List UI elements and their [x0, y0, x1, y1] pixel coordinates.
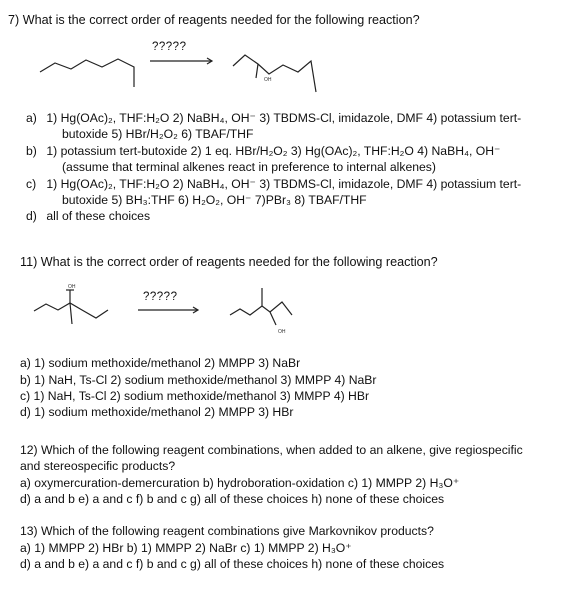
- q11-option-b: b) 1) NaH, Ts-Cl 2) sodium methoxide/methanol 3) MMPP 4) NaBr: [20, 373, 377, 387]
- q7-product-oh-label: OH: [264, 77, 272, 83]
- q7-option-b-letter: b): [26, 144, 37, 158]
- q7-arrow-text: ?????: [152, 41, 187, 53]
- q7-option-c-letter: c): [26, 177, 37, 191]
- q7-option-d-line1: all of these choices: [46, 209, 151, 223]
- q7-option-d-letter: d): [26, 209, 37, 223]
- q11-option-c: c) 1) NaH, Ts-Cl 2) sodium methoxide/methanol 3) MMPP 4) HBr: [20, 389, 370, 403]
- q13-title: 13) Which of the following reagent combinations give Markovnikov products?: [20, 524, 434, 538]
- q13-options-line1: a) 1) MMPP 2) HBr b) 1) MMPP 2) NaBr c) 1) MMPP 2) H₃O⁺: [20, 541, 352, 555]
- q7-option-b-line2: (assume that terminal alkenes react in preference to internal alkenes): [62, 160, 436, 174]
- q11-option-a: a) 1) sodium methoxide/methanol 2) MMPP 3) NaBr: [20, 356, 301, 370]
- q11-arrow-text: ?????: [143, 291, 178, 303]
- q12-title-line2: and stereospecific products?: [20, 459, 176, 473]
- q7-option-c-line1: 1) Hg(OAc)₂, THF:H₂O 2) NaBH₄, OH⁻ 3) TBDMS-Cl, imidazole, DMF 4) potassium tert-: [46, 177, 522, 191]
- q7-option-b-line1: 1) potassium tert-butoxide 2) 1 eq. HBr/H₂O₂ 3) Hg(OAc)₂, THF:H₂O 4) NaBH₄, OH⁻: [46, 144, 501, 158]
- q7-option-a-line2: butoxide 5) HBr/H₂O₂ 6) TBAF/THF: [62, 127, 254, 141]
- q7-option-a-letter: a): [26, 111, 37, 125]
- q7-option-c-line2: butoxide 5) BH₃:THF 6) H₂O₂, OH⁻ 7)PBr₃ 8) TBAF/THF: [62, 193, 367, 207]
- q13-options-line2: d) a and b e) a and c f) b and c g) all of these choices h) none of these choices: [20, 557, 445, 571]
- q7-title: 7) What is the correct order of reagents needed for the following reaction?: [8, 13, 420, 27]
- q11-product-structure: [230, 302, 292, 315]
- q11-start-oh-label: OH: [68, 284, 76, 290]
- q11-title: 11) What is the correct order of reagents needed for the following reaction?: [20, 255, 438, 269]
- q7-option-a-line1: 1) Hg(OAc)₂, THF:H₂O 2) NaBH₄, OH⁻ 3) TBDMS-Cl, imidazole, DMF 4) potassium tert-: [46, 111, 522, 125]
- q12-options-line2: d) a and b e) a and c f) b and c g) all of these choices h) none of these choices: [20, 492, 445, 506]
- q12-options-line1: a) oxymercuration-demercuration b) hydroboration-oxidation c) 1) MMPP 2) H₃O⁺: [20, 476, 460, 490]
- q11-product-oh-label: OH: [278, 329, 286, 335]
- q11-option-d: d) 1) sodium methoxide/methanol 2) MMPP 3) HBr: [20, 405, 294, 419]
- q12-title-line1: 12) Which of the following reagent combinations, when added to an alkene, give regiospecific: [20, 443, 523, 457]
